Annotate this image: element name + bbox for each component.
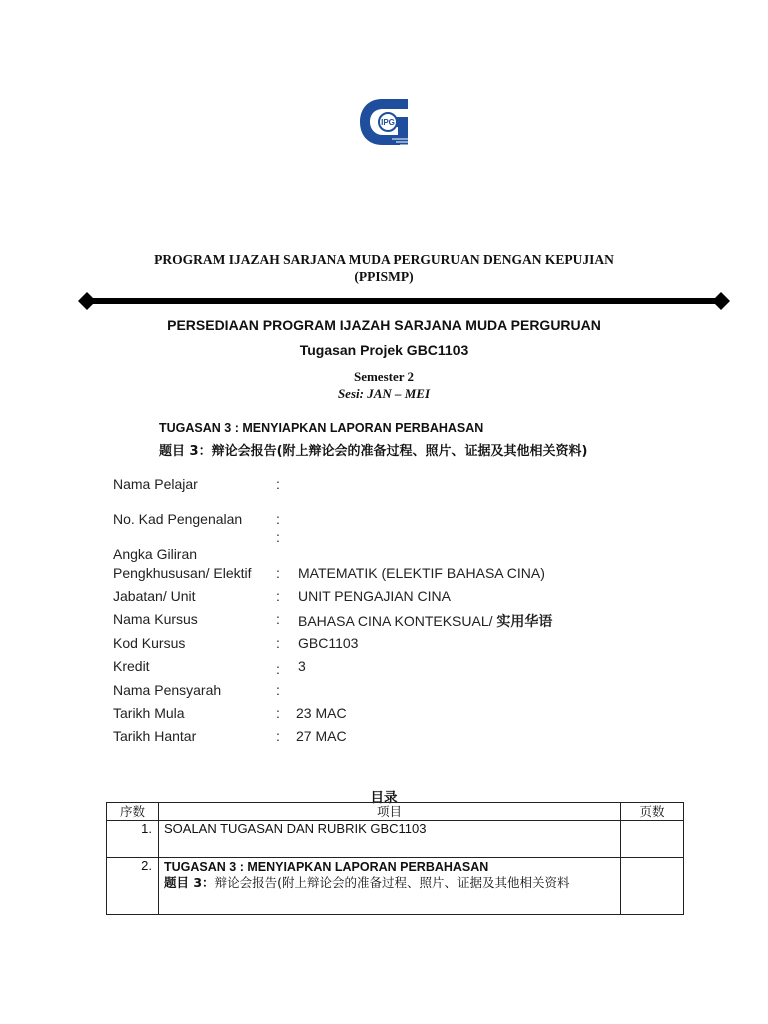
field-colon: : xyxy=(276,705,280,721)
page-subtitle: Tugasan Projek GBC1103 xyxy=(299,342,469,358)
toc-item-desc-text: 辩论会报告(附上辩论会的准备过程、照片、证据及其他相关资料 xyxy=(214,875,570,890)
toc-title: 目录 xyxy=(370,790,398,806)
toc-table xyxy=(106,802,684,915)
field-label-pengkhususan: Pengkhususan/ Elektif xyxy=(113,565,252,581)
field-colon: : xyxy=(276,476,280,492)
field-colon: : xyxy=(276,529,280,545)
field-colon: : xyxy=(276,565,280,581)
field-value-kod-kursus: GBC1103 xyxy=(298,635,359,651)
field-label-pensyarah: Nama Pensyarah xyxy=(113,682,222,698)
toc-header-item: 项目 xyxy=(159,803,621,821)
field-colon: : xyxy=(276,728,280,744)
field-label-kod-kursus: Kod Kursus xyxy=(113,635,186,651)
table-row xyxy=(107,821,684,858)
field-label-tarikh-mula: Tarikh Mula xyxy=(113,705,185,721)
page-title: PERSEDIAAN PROGRAM IJAZAH SARJANA MUDA PERGURUAN xyxy=(167,317,601,333)
field-value-pengkhususan: MATEMATIK (ELEKTIF BAHASA CINA) xyxy=(298,565,545,581)
field-value-tarikh-mula: 23 MAC xyxy=(296,705,347,721)
ipg-logo-icon xyxy=(358,95,410,149)
program-line-1: PROGRAM IJAZAH SARJANA MUDA PERGURUAN DENGAN KEPUJIAN xyxy=(154,252,614,267)
toc-header-row xyxy=(107,803,684,821)
field-value-nama-kursus xyxy=(298,611,552,631)
field-colon: : xyxy=(276,588,280,604)
toc-row-num: 1. xyxy=(107,821,159,858)
semester-label: Semester 2 xyxy=(353,369,415,384)
field-value-kredit: 3 xyxy=(298,658,306,674)
field-colon: : xyxy=(276,511,280,527)
field-label-nama-pelajar: Nama Pelajar xyxy=(113,476,198,492)
session-label: Sesi: JAN – MEI xyxy=(337,386,431,401)
table-row xyxy=(107,858,684,915)
toc-row-item xyxy=(159,858,621,915)
toc-header-num: 序数 xyxy=(107,803,159,821)
toc-row-item: SOALAN TUGASAN DAN RUBRIK GBC1103 xyxy=(159,821,621,858)
program-heading xyxy=(0,251,768,285)
field-label-jabatan: Jabatan/ Unit xyxy=(113,588,196,604)
toc-item-title: TUGASAN 3 : MENYIAPKAN LAPORAN PERBAHASAN xyxy=(164,860,489,874)
field-label-angka-giliran: Angka Giliran xyxy=(113,546,198,562)
logo-text: IPG xyxy=(381,118,395,127)
task-title-zh: 题目 3：辩论会报告(附上辩论会的准备过程、照片、证据及其他相关资料) xyxy=(159,444,588,459)
toc-row-page xyxy=(621,858,684,915)
field-value-tarikh-hantar: 27 MAC xyxy=(296,728,347,744)
field-colon: : xyxy=(276,682,280,698)
field-label-tarikh-hantar: Tarikh Hantar xyxy=(113,728,197,744)
toc-header-page: 页数 xyxy=(621,803,684,821)
field-label-kredit: Kredit xyxy=(113,658,150,674)
field-colon: : xyxy=(276,635,280,651)
field-colon: : xyxy=(276,661,280,677)
course-name-zh: 实用华语 xyxy=(496,614,553,630)
toc-row-page xyxy=(621,821,684,858)
divider-rule xyxy=(78,292,730,310)
field-label-kad-pengenalan: No. Kad Pengenalan xyxy=(113,511,243,527)
program-line-2: (PPISMP) xyxy=(354,269,414,284)
course-name-ms: BAHASA CINA KONTEKSUAL/ xyxy=(298,613,497,629)
task-title-ms: TUGASAN 3 : MENYIAPKAN LAPORAN PERBAHASAN xyxy=(159,421,484,435)
field-value-jabatan: UNIT PENGAJIAN CINA xyxy=(298,588,451,604)
toc-row-num: 2. xyxy=(107,858,159,915)
toc-item-desc-label: 题目 3： xyxy=(164,875,215,890)
field-colon: : xyxy=(276,611,280,627)
field-label-nama-kursus: Nama Kursus xyxy=(113,611,198,627)
toc-item-desc xyxy=(164,874,609,892)
